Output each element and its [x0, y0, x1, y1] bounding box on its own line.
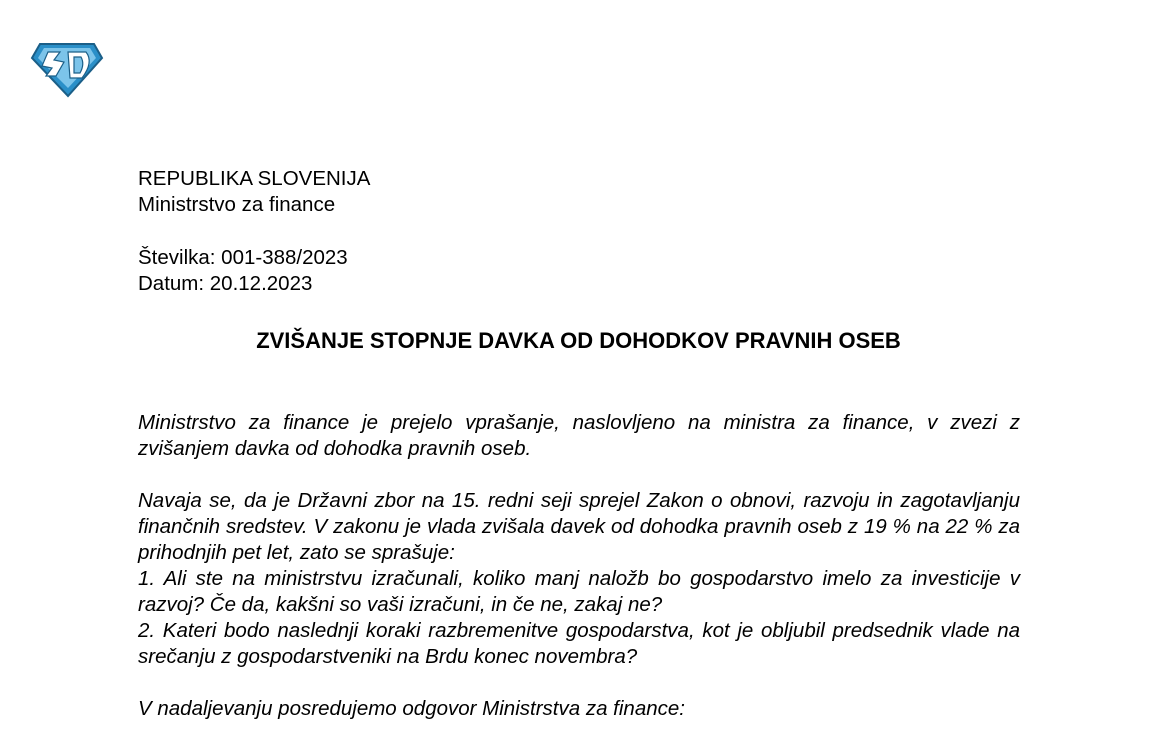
document-meta: [138, 245, 1020, 297]
republic-name: REPUBLIKA SLOVENIJA: [138, 167, 371, 190]
document-body: [138, 410, 1020, 722]
ministry-name: Ministrstvo za finance: [138, 193, 336, 216]
document-date: Datum: 20.12.2023: [138, 272, 313, 295]
sd-diamond-logo-icon: [30, 40, 104, 98]
document-title: ZVIŠANJE STOPNJE DAVKA OD DOHODKOV PRAVNIH OSEB: [256, 328, 901, 353]
body-paragraph-context: Navaja se, da je Državni zbor na 15. redni seji sprejel Zakon o obnovi, razvoju in zagotavljanju finančnih sredstev. V zakonu je vlada zvišala davek od dohodka pravnih oseb z 19 % na 22 % za prihodnjih pet let, zato se sprašuje:: [138, 489, 1020, 564]
body-paragraph-answer-intro: V nadaljevanju posredujemo odgovor Ministrstva za finance:: [138, 697, 685, 720]
document-number: Številka: 001-388/2023: [138, 246, 348, 269]
body-question-1: 1. Ali ste na ministrstvu izračunali, koliko manj naložb bo gospodarstvo imelo za investicije v razvoj? Če da, kakšni so vaši izračuni, in če ne, zakaj ne?: [138, 567, 1020, 616]
body-question-2: 2. Kateri bodo naslednji koraki razbremenitve gospodarstva, kot je obljubil predsednik vlade na srečanju z gospodarstveniki na Brdu konec novembra?: [138, 619, 1020, 668]
body-paragraph-intro: Ministrstvo za finance je prejelo vprašanje, naslovljeno na ministra za finance, v zvezi z zvišanjem davka od dohodka pravnih oseb.: [138, 411, 1020, 460]
letter-header: [138, 166, 1020, 218]
